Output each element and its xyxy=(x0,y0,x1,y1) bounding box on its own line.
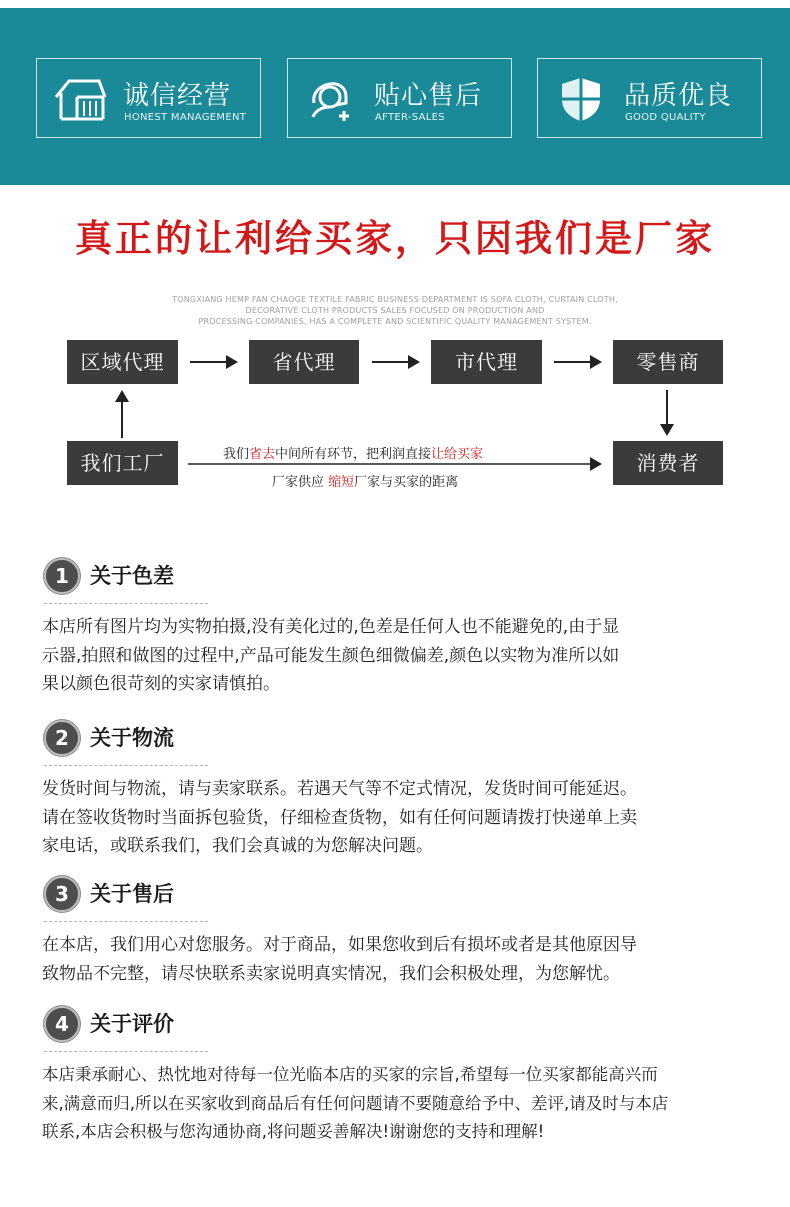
flow-box-city-agent: 市代理 xyxy=(431,340,542,384)
badge-title: 贴心售后 xyxy=(374,81,483,111)
caption-highlight: 让给买家 xyxy=(431,447,484,462)
badge-subtitle: GOOD QUALITY xyxy=(625,112,706,123)
section-title: 关于色差 xyxy=(90,564,174,588)
body-line: 发货时间与物流，请与卖家联系。若遇天气等不定式情况，发货时间可能延迟。 xyxy=(42,779,637,799)
section-number-badge: 2 xyxy=(44,720,80,756)
body-line: 请在签收货物时当面拆包验货，仔细检查货物，如有任何问题请拨打快递单上卖 xyxy=(42,807,637,828)
section-divider xyxy=(44,1051,208,1052)
section-number-badge: 4 xyxy=(44,1006,80,1042)
intro-line: DECORATIVE CLOTH PRODUCTS SALES FOCUSED ON PRODUCTION AND xyxy=(245,306,545,315)
section-divider xyxy=(44,921,208,922)
badge-title: 诚信经营 xyxy=(123,81,232,111)
flow-box-provincial-agent: 省代理 xyxy=(249,340,359,384)
section-divider xyxy=(44,603,208,604)
section-title: 关于物流 xyxy=(90,726,174,750)
flow-caption-bottom xyxy=(272,471,458,490)
flow-caption-top xyxy=(223,443,483,462)
body-line: 致物品不完整，请尽快联系卖家说明真实情况，我们会积极处理，为您解忧。 xyxy=(42,963,620,984)
headline: 真正的让利给买家，只因我们是厂家 xyxy=(75,216,715,260)
badge-title: 品质优良 xyxy=(624,81,733,111)
flow-box-factory: 我们工厂 xyxy=(67,441,178,485)
section-color-difference-body xyxy=(42,613,757,699)
intro-line: PROCESSING COMPANIES, HAS A COMPLETE AND SCIENTIFIC QUALITY MANAGEMENT SYSTEM. xyxy=(198,317,592,326)
section-number-badge: 1 xyxy=(44,558,80,594)
section-number-badge: 3 xyxy=(44,876,80,912)
section-reviews-body xyxy=(42,1061,757,1147)
flow-box-retailer: 零售商 xyxy=(613,340,723,384)
intro-line: TONGXIANG HEMP FAN CHAOGE TEXTILE FABRIC BUSINESS DEPARTMENT IS SOFA CLOTH, CURTAIN CLOTH, xyxy=(172,295,618,304)
body-line: 果以颜色很苛刻的实家请慎拍。 xyxy=(42,674,280,694)
badge-subtitle: HONEST MANAGEMENT xyxy=(124,112,247,123)
section-title: 关于评价 xyxy=(90,1012,174,1036)
badge-subtitle: AFTER-SALES xyxy=(375,112,445,123)
section-logistics-body xyxy=(42,775,757,861)
body-line: 来,满意而归,所以在买家收到商品后有任何问题请不要随意给予中、差评,请及时与本店 xyxy=(42,1093,669,1113)
section-title: 关于售后 xyxy=(90,882,174,906)
caption-part: 中间所有环节，把利润直接 xyxy=(275,447,432,462)
flow-box-regional-agent: 区域代理 xyxy=(67,340,178,384)
caption-highlight: 省去 xyxy=(249,447,276,462)
section-divider xyxy=(44,765,208,766)
caption-part: 我们 xyxy=(223,447,250,462)
caption-part: 厂家供应 xyxy=(272,475,329,490)
body-line: 家电话，或联系我们，我们会真诚的为您解决问题。 xyxy=(42,836,433,856)
caption-part: 厂家与买家的距离 xyxy=(354,475,459,490)
body-line: 在本店，我们用心对您服务。对于商品，如果您收到后有损坏或者是其他原因导 xyxy=(42,935,637,955)
body-line: 本店秉承耐心、热忱地对待每一位光临本店的买家的宗旨,希望每一位买家都能高兴而 xyxy=(42,1065,658,1084)
body-line: 示器,拍照和做图的过程中,产品可能发生颜色细微偏差,颜色以实物为准所以如 xyxy=(42,645,620,666)
flow-arrows xyxy=(0,0,790,520)
caption-highlight: 缩短 xyxy=(328,475,355,490)
body-line: 本店所有图片均为实物拍摄,没有美化过的,色差是任何人也不能避免的,由于显 xyxy=(42,617,620,637)
section-after-sales-body xyxy=(42,931,757,988)
body-line: 联系,本店会积极与您沟通协商,将问题妥善解决!谢谢您的支持和理解! xyxy=(42,1122,545,1141)
flow-box-consumer: 消费者 xyxy=(613,441,723,485)
